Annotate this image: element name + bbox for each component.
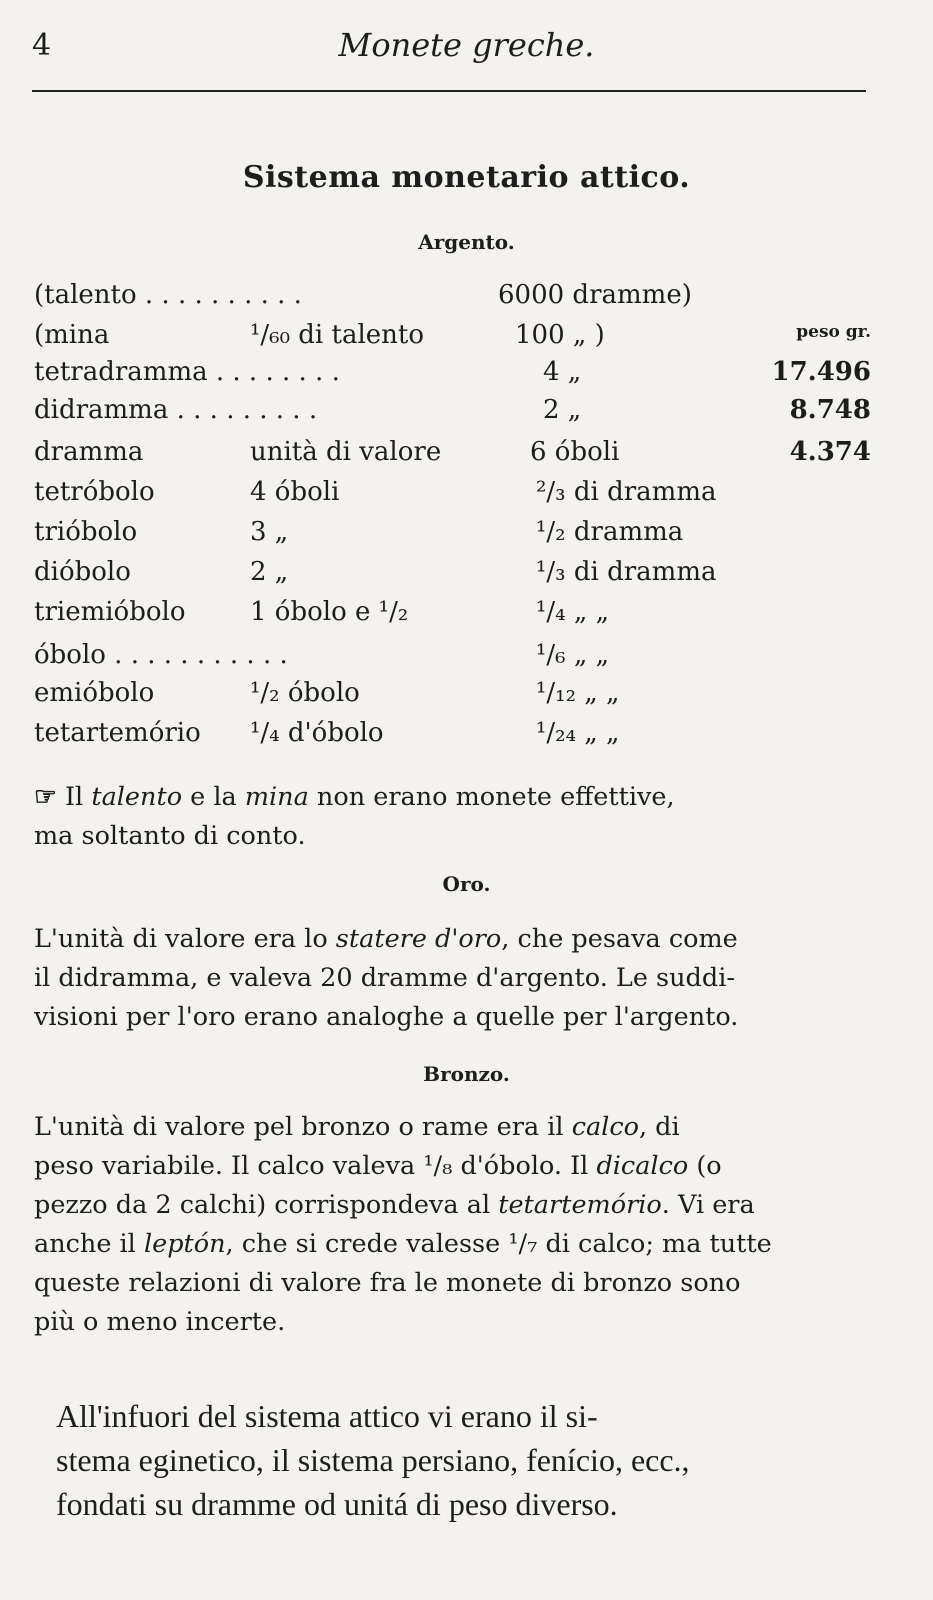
oro-heading: Oro. xyxy=(442,872,491,896)
table-row xyxy=(0,640,933,676)
table-row xyxy=(0,477,933,513)
coin-relation: 1 óbolo e ¹/₂ xyxy=(250,597,409,627)
coin-value: 6 óboli xyxy=(530,437,620,467)
coin-weight: 4.374 xyxy=(789,437,871,467)
text-line: All'infuori del sistema attico vi erano il si- xyxy=(56,1398,598,1434)
pointing-hand-icon: ☞ xyxy=(34,782,57,812)
coin-relation: 3 „ xyxy=(250,517,289,547)
text-line: stema eginetico, il sistema persiano, fenício, ecc., xyxy=(56,1442,690,1478)
coin-value: ¹/₄ „ „ xyxy=(536,597,610,627)
text-line: il didramma, e valeva 20 dramme d'argento. Le suddi- xyxy=(34,963,735,993)
coin-name: dramma xyxy=(34,437,144,467)
coin-value: 4 „ xyxy=(543,357,582,387)
note-paragraph xyxy=(34,778,884,856)
table-row xyxy=(0,718,933,754)
italic-term: tetartemório xyxy=(498,1190,662,1220)
final-paragraph xyxy=(56,1394,886,1526)
coin-value: ¹/₁₂ „ „ xyxy=(536,678,620,708)
coin-relation: ¹/₆₀ di talento xyxy=(250,320,425,350)
italic-term: talento xyxy=(91,782,183,812)
text-line: pezzo da 2 calchi) corrispondeva al tetartemório. Vi era xyxy=(34,1190,755,1220)
peso-label: peso gr. xyxy=(796,322,871,342)
bronzo-heading: Bronzo. xyxy=(423,1062,510,1086)
text-line: peso variabile. Il calco valeva ¹/₈ d'óbolo. Il dicalco (o xyxy=(34,1151,722,1181)
coin-value: ²/₃ di dramma xyxy=(536,477,717,507)
coin-weight: 17.496 xyxy=(771,357,871,387)
text-line: L'unità di valore era lo statere d'oro, che pesava come xyxy=(34,924,738,954)
coin-value: 2 „ xyxy=(543,395,582,425)
coin-name: didramma . . . . . . . . . xyxy=(34,395,318,425)
coin-name: tetróbolo xyxy=(34,477,155,507)
coin-name: triemióbolo xyxy=(34,597,186,627)
page-number: 4 xyxy=(32,28,52,63)
coin-value: ¹/₃ di dramma xyxy=(536,557,717,587)
italic-term: leptón xyxy=(143,1229,226,1259)
coin-name: (talento . . . . . . . . . . xyxy=(34,280,302,310)
bronzo-paragraph xyxy=(34,1108,884,1342)
coin-value: 100 „ ) xyxy=(515,320,605,350)
table-row xyxy=(0,678,933,714)
section-title: Sistema monetario attico. xyxy=(242,160,691,195)
coin-name: óbolo . . . . . . . . . . . xyxy=(34,640,288,670)
oro-paragraph xyxy=(34,920,884,1037)
running-title: Monete greche. xyxy=(338,26,595,64)
table-row xyxy=(0,320,933,356)
coin-value: ¹/₂₄ „ „ xyxy=(536,718,620,748)
coin-name: trióbolo xyxy=(34,517,138,547)
italic-term: calco xyxy=(571,1112,639,1142)
coin-relation: 4 óboli xyxy=(250,477,340,507)
note-line: ☞ Il talento e la mina non erano monete effettive, xyxy=(34,782,675,812)
coin-relation: ¹/₂ óbolo xyxy=(250,678,360,708)
text-line: fondati su dramme od unitá di peso diverso. xyxy=(56,1486,618,1522)
table-row xyxy=(0,395,933,431)
coin-relation: 2 „ xyxy=(250,557,289,587)
coin-relation: ¹/₄ d'óbolo xyxy=(250,718,384,748)
coin-name: (mina xyxy=(34,320,110,350)
italic-term: dicalco xyxy=(596,1151,689,1181)
coin-name: tetartemório xyxy=(34,718,201,748)
italic-term: mina xyxy=(244,782,309,812)
table-row xyxy=(0,557,933,593)
coin-value: 6000 dramme) xyxy=(498,280,692,310)
coin-name: emióbolo xyxy=(34,678,155,708)
text-line: più o meno incerte. xyxy=(34,1307,286,1337)
argento-heading: Argento. xyxy=(418,230,515,254)
coin-name: dióbolo xyxy=(34,557,131,587)
table-row xyxy=(0,437,933,473)
text-line: queste relazioni di valore fra le monete di bronzo sono xyxy=(34,1268,741,1298)
coin-value: ¹/₂ dramma xyxy=(536,517,684,547)
italic-term: statere d'oro xyxy=(335,924,502,954)
text-line: visioni per l'oro erano analoghe a quelle per l'argento. xyxy=(34,1002,739,1032)
coin-value: ¹/₆ „ „ xyxy=(536,640,610,670)
coin-weight: 8.748 xyxy=(789,395,871,425)
text-line: L'unità di valore pel bronzo o rame era il calco, di xyxy=(34,1112,680,1142)
table-row xyxy=(0,597,933,633)
coin-relation: unità di valore xyxy=(250,437,442,467)
note-line: ma soltanto di conto. xyxy=(34,821,306,851)
table-row xyxy=(0,357,933,393)
header-rule xyxy=(32,90,866,92)
coin-name: tetradramma . . . . . . . . xyxy=(34,357,340,387)
table-row xyxy=(0,280,933,316)
text-line: anche il leptón, che si crede valesse ¹/₇ di calco; ma tutte xyxy=(34,1229,772,1259)
table-row xyxy=(0,517,933,553)
